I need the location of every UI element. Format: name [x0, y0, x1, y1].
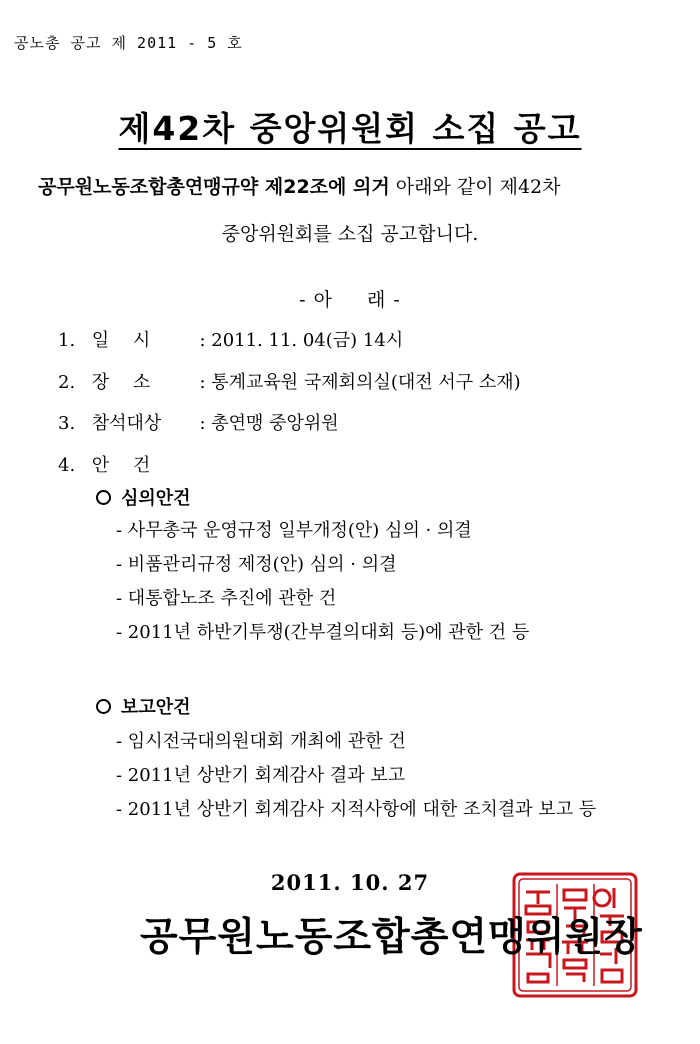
circle-bullet-icon [96, 699, 111, 714]
deliberation-item: - 사무총국 운영규정 일부개정(안) 심의 · 의결 [116, 520, 472, 541]
item-number: 1. [58, 330, 76, 351]
item-place [58, 368, 521, 394]
item-colon: : [193, 372, 212, 393]
document-number: 공노총 공고 제 2011 - 5 호 [14, 34, 243, 52]
item-label: 일 시 [91, 330, 151, 351]
deliberation-heading [96, 484, 191, 510]
item-number: 4. [58, 455, 76, 476]
item-value: 총연맹 중앙위원 [211, 413, 339, 434]
report-item: - 2011년 상반기 회계감사 지적사항에 대한 조치결과 보고 등 [116, 799, 597, 820]
item-agenda [58, 451, 194, 477]
item-label: 장 소 [91, 372, 151, 393]
item-value: 2011. 11. 04(금) 14시 [211, 330, 404, 351]
intro-line-2: 중앙위원회를 소집 공고합니다. [221, 223, 479, 245]
below-heading: - 아 래 - [299, 289, 401, 311]
deliberation-item: - 대통합노조 추진에 관한 건 [116, 588, 337, 609]
report-heading-text: 보고안건 [121, 697, 191, 718]
signature-name: 공무원노동조합총연맹위원장 [140, 915, 643, 960]
item-number: 2. [58, 372, 76, 393]
item-label: 안 건 [91, 455, 151, 476]
report-item: - 2011년 상반기 회계감사 결과 보고 [116, 765, 406, 786]
circle-bullet-icon [96, 490, 111, 505]
item-value: 통계교육원 국제회의실(대전 서구 소재) [211, 372, 521, 393]
intro-line-1 [38, 172, 688, 199]
item-colon: : [193, 413, 212, 434]
item-number: 3. [58, 413, 76, 434]
notice-title-wrap [0, 103, 700, 150]
report-item: - 임시전국대의원대회 개최에 관한 건 [116, 731, 406, 752]
item-date-time [58, 326, 403, 352]
item-label: 참석대상 [91, 413, 162, 434]
deliberation-item: - 비품관리규정 제정(안) 심의 · 의결 [116, 554, 397, 575]
item-colon: : [193, 330, 212, 351]
notice-date: 2011. 10. 27 [270, 870, 430, 895]
item-attendees [58, 409, 339, 435]
intro-bold-text: 공무원노동조합총연맹규약 제22조에 의거 [38, 176, 390, 198]
notice-title: 제42차 중앙위원회 소집 공고 [118, 109, 582, 148]
intro-rest-text: 아래와 같이 제42차 [395, 176, 561, 198]
deliberation-item: - 2011년 하반기투쟁(간부결의대회 등)에 관한 건 등 [116, 622, 530, 643]
report-heading [96, 693, 191, 719]
deliberation-heading-text: 심의안건 [121, 488, 191, 509]
